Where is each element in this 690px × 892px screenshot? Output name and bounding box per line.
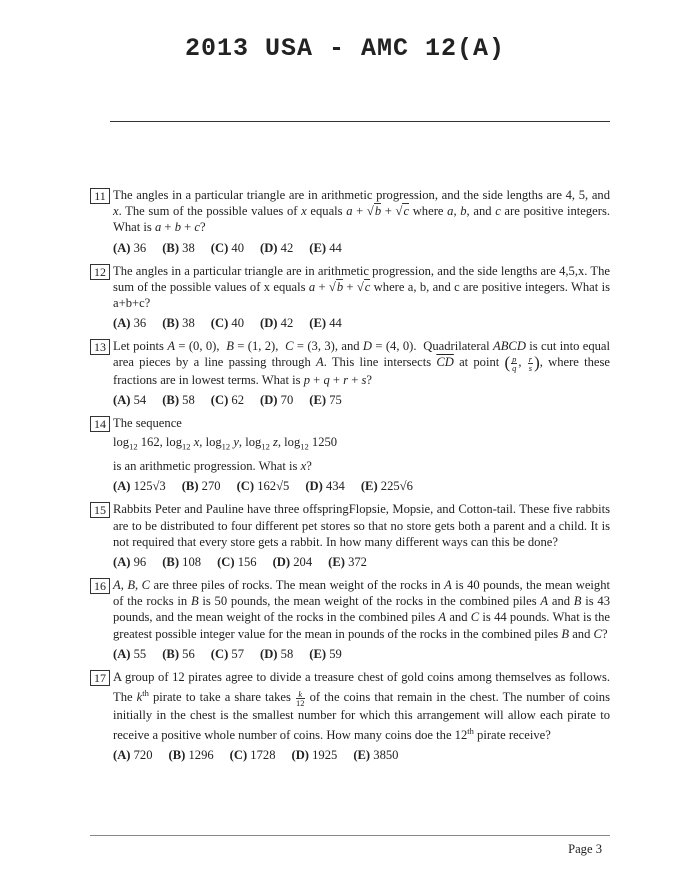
answer-choice <box>217 554 257 570</box>
choice-value: 54 <box>130 393 147 408</box>
problem-list <box>90 187 610 770</box>
problem-number: 17 <box>90 670 110 686</box>
problem-number: 12 <box>90 264 110 280</box>
answer-choice <box>328 554 367 570</box>
problem-text: The angles in a particular triangle are in arithmetic progression, and the side lengths are 4, 5, and x. The sum of the possible values of x equals a + √b + √c where a, b, and c are positive integers. What is a + b + c? <box>113 188 611 235</box>
choice-label: (E) <box>353 748 371 763</box>
choice-label: (A) <box>113 646 131 661</box>
answer-choices <box>113 240 610 256</box>
choice-value: 270 <box>198 479 221 494</box>
answer-choice <box>305 478 345 494</box>
choice-value: 225√6 <box>377 479 413 494</box>
answer-choice <box>113 315 146 331</box>
choice-label: (A) <box>113 748 131 763</box>
choice-value: 36 <box>130 240 147 255</box>
choice-label: (D) <box>260 316 278 331</box>
answer-choices <box>113 392 610 408</box>
choice-label: (D) <box>291 748 309 763</box>
choice-value: 42 <box>277 316 294 331</box>
problem-text: Rabbits Peter and Pauline have three offspringFlopsie, Mopsie, and Cotton-tail. These five rabbits are to be distributed to four different pet stores so that no store gets both a parent and a child. It is not required that every store gets a rabbit. In how many different ways can this be done? <box>113 502 610 549</box>
answer-choice <box>230 747 276 763</box>
choice-label: (B) <box>162 316 180 331</box>
choice-label: (D) <box>305 479 323 494</box>
answer-choice <box>260 240 293 256</box>
choice-label: (B) <box>162 240 180 255</box>
answer-choices <box>113 646 610 662</box>
choice-label: (B) <box>181 479 199 494</box>
problem-number: 11 <box>90 188 110 204</box>
choice-value: 40 <box>228 240 245 255</box>
answer-choice <box>211 646 244 662</box>
choice-value: 156 <box>234 554 257 569</box>
answer-choices <box>113 747 610 763</box>
choice-value: 36 <box>130 316 147 331</box>
choice-label: (E) <box>309 646 327 661</box>
answer-choice <box>162 315 195 331</box>
choice-label: (A) <box>113 316 131 331</box>
choice-value: 44 <box>326 240 342 255</box>
answer-choice <box>273 554 313 570</box>
answer-choice <box>211 315 244 331</box>
choice-label: (A) <box>113 240 131 255</box>
answer-choice <box>113 554 146 570</box>
answer-choice <box>260 646 293 662</box>
answer-choice <box>309 315 342 331</box>
choice-value: 75 <box>326 393 342 408</box>
problem-12 <box>90 263 610 332</box>
choice-value: 1728 <box>247 748 276 763</box>
choice-value: 58 <box>277 646 294 661</box>
choice-value: 56 <box>179 646 195 661</box>
answer-choice <box>162 392 195 408</box>
choice-label: (E) <box>309 240 327 255</box>
choice-label: (D) <box>260 240 278 255</box>
problem-11 <box>90 187 610 256</box>
answer-choice <box>260 315 293 331</box>
answer-choice <box>309 240 342 256</box>
choice-value: 57 <box>228 646 245 661</box>
answer-choice <box>169 747 214 763</box>
choice-label: (C) <box>210 316 229 331</box>
answer-choice <box>162 240 195 256</box>
choice-label: (E) <box>328 554 345 569</box>
problem-text: A, B, C are three piles of rocks. The mean weight of the rocks in A is 40 pounds, the mean weight of the rocks in B is 50 pounds, the mean weight of the rocks in the combined piles A and B is 43 pounds, and the mean weight of the rocks in the combined piles A and C is 44 pounds. What is the greatest possible integer value for the mean in pounds of the rocks in the combined piles B and C? <box>113 577 611 641</box>
answer-choice <box>361 478 413 494</box>
footer-divider <box>90 835 610 836</box>
choice-label: (C) <box>210 646 229 661</box>
problem-number: 16 <box>90 578 110 594</box>
choice-value: 372 <box>344 554 367 569</box>
problem-14 <box>90 415 610 494</box>
problem-15 <box>90 501 610 570</box>
page-title: 2013 USA - AMC 12(A) <box>184 34 506 63</box>
answer-choice <box>211 392 244 408</box>
page-number: Page 3 <box>568 842 602 856</box>
choice-value: 59 <box>326 646 342 661</box>
problem-number: 14 <box>90 416 110 432</box>
answer-choice <box>113 478 166 494</box>
choice-label: (D) <box>260 393 278 408</box>
choice-value: 1296 <box>185 748 214 763</box>
answer-choice <box>309 646 342 662</box>
answer-choice <box>162 554 201 570</box>
choice-value: 162√5 <box>254 479 290 494</box>
choice-value: 70 <box>277 393 294 408</box>
choice-value: 38 <box>179 316 195 331</box>
problem-text: The sequence $\log_{12} 162$, $\log_{12} x$, $\log_{12} y$, $\log_{12} z$, $\log_{12} 1250$ is an arithmetic progression. What is x? <box>113 416 338 474</box>
answer-choice <box>113 240 146 256</box>
answer-choice <box>113 392 146 408</box>
choice-value: 125√3 <box>130 479 166 494</box>
problem-text: A group of 12 pirates agree to divide a treasure chest of gold coins among themselves as follows. The $k^{th}$ pirate to take a share takes $\frac{k}{12}$ of the coins that remain in the chest. The number of coins initially in the chest is the smallest number for which this arrangement will allow each pirate to receive a positive whole number of coins. How many coins doe the 12th pirate receive? <box>113 669 610 743</box>
choice-label: (B) <box>162 554 180 569</box>
answer-choice <box>113 646 146 662</box>
choice-value: 38 <box>179 240 195 255</box>
choice-label: (E) <box>309 316 327 331</box>
choice-label: (E) <box>309 393 327 408</box>
problem-13 <box>90 338 610 408</box>
choice-label: (D) <box>260 646 278 661</box>
problem-number: 13 <box>90 339 110 355</box>
choice-label: (A) <box>113 479 131 494</box>
choice-label: (C) <box>217 554 235 569</box>
answer-choice <box>211 240 244 256</box>
choice-value: 40 <box>228 316 245 331</box>
answer-choices <box>113 554 610 570</box>
choice-label: (E) <box>360 479 378 494</box>
choice-label: (B) <box>162 393 180 408</box>
answer-choice <box>162 646 195 662</box>
problem-text: The angles in a particular triangle are in arithmetic progression, and the side lengths are 4,5,x. The sum of the possible values of x equals a + √b + √c where a, b, and c are positive integers. What is a+b+c? <box>113 263 610 311</box>
choice-label: (B) <box>168 748 186 763</box>
answer-choice <box>309 392 342 408</box>
problem-16 <box>90 577 610 662</box>
choice-value: 1925 <box>308 748 338 763</box>
problem-17 <box>90 669 610 764</box>
choice-value: 55 <box>130 646 147 661</box>
choice-label: (C) <box>236 479 255 494</box>
problem-text: Let points A = (0, 0), B = (1, 2), C = (3, 3), and D = (4, 0). Quadrilateral ABCD is cut into equal area pieces by a line passing through A. This line intersects $\overline{CD}$ at point ( $\frac{p}{q}$ , $\frac{r}{s}$ ), where these fractions are in lowest terms. What is p + q + r + s? <box>113 339 611 388</box>
choice-label: (A) <box>113 554 131 569</box>
choice-value: 58 <box>179 393 195 408</box>
choice-label: (B) <box>162 646 180 661</box>
problem-number: 15 <box>90 502 110 518</box>
choice-value: 62 <box>228 393 245 408</box>
choice-value: 42 <box>277 240 294 255</box>
answer-choice <box>237 478 290 494</box>
choice-value: 204 <box>290 554 313 569</box>
answer-choice <box>182 478 221 494</box>
choice-value: 96 <box>130 554 147 569</box>
choice-label: (C) <box>210 393 229 408</box>
choice-value: 108 <box>179 554 202 569</box>
answer-choices <box>113 315 610 331</box>
choice-value: 434 <box>322 479 345 494</box>
choice-label: (D) <box>272 554 291 569</box>
choice-label: (C) <box>210 240 229 255</box>
answer-choice <box>292 747 338 763</box>
answer-choice <box>113 747 153 763</box>
choice-value: 3850 <box>370 748 399 763</box>
answer-choice <box>260 392 293 408</box>
choice-label: (C) <box>229 748 248 763</box>
choice-value: 44 <box>326 316 342 331</box>
header-divider <box>110 121 610 122</box>
answer-choice <box>353 747 398 763</box>
answer-choices <box>113 478 610 494</box>
choice-label: (A) <box>113 393 131 408</box>
choice-value: 720 <box>130 748 153 763</box>
